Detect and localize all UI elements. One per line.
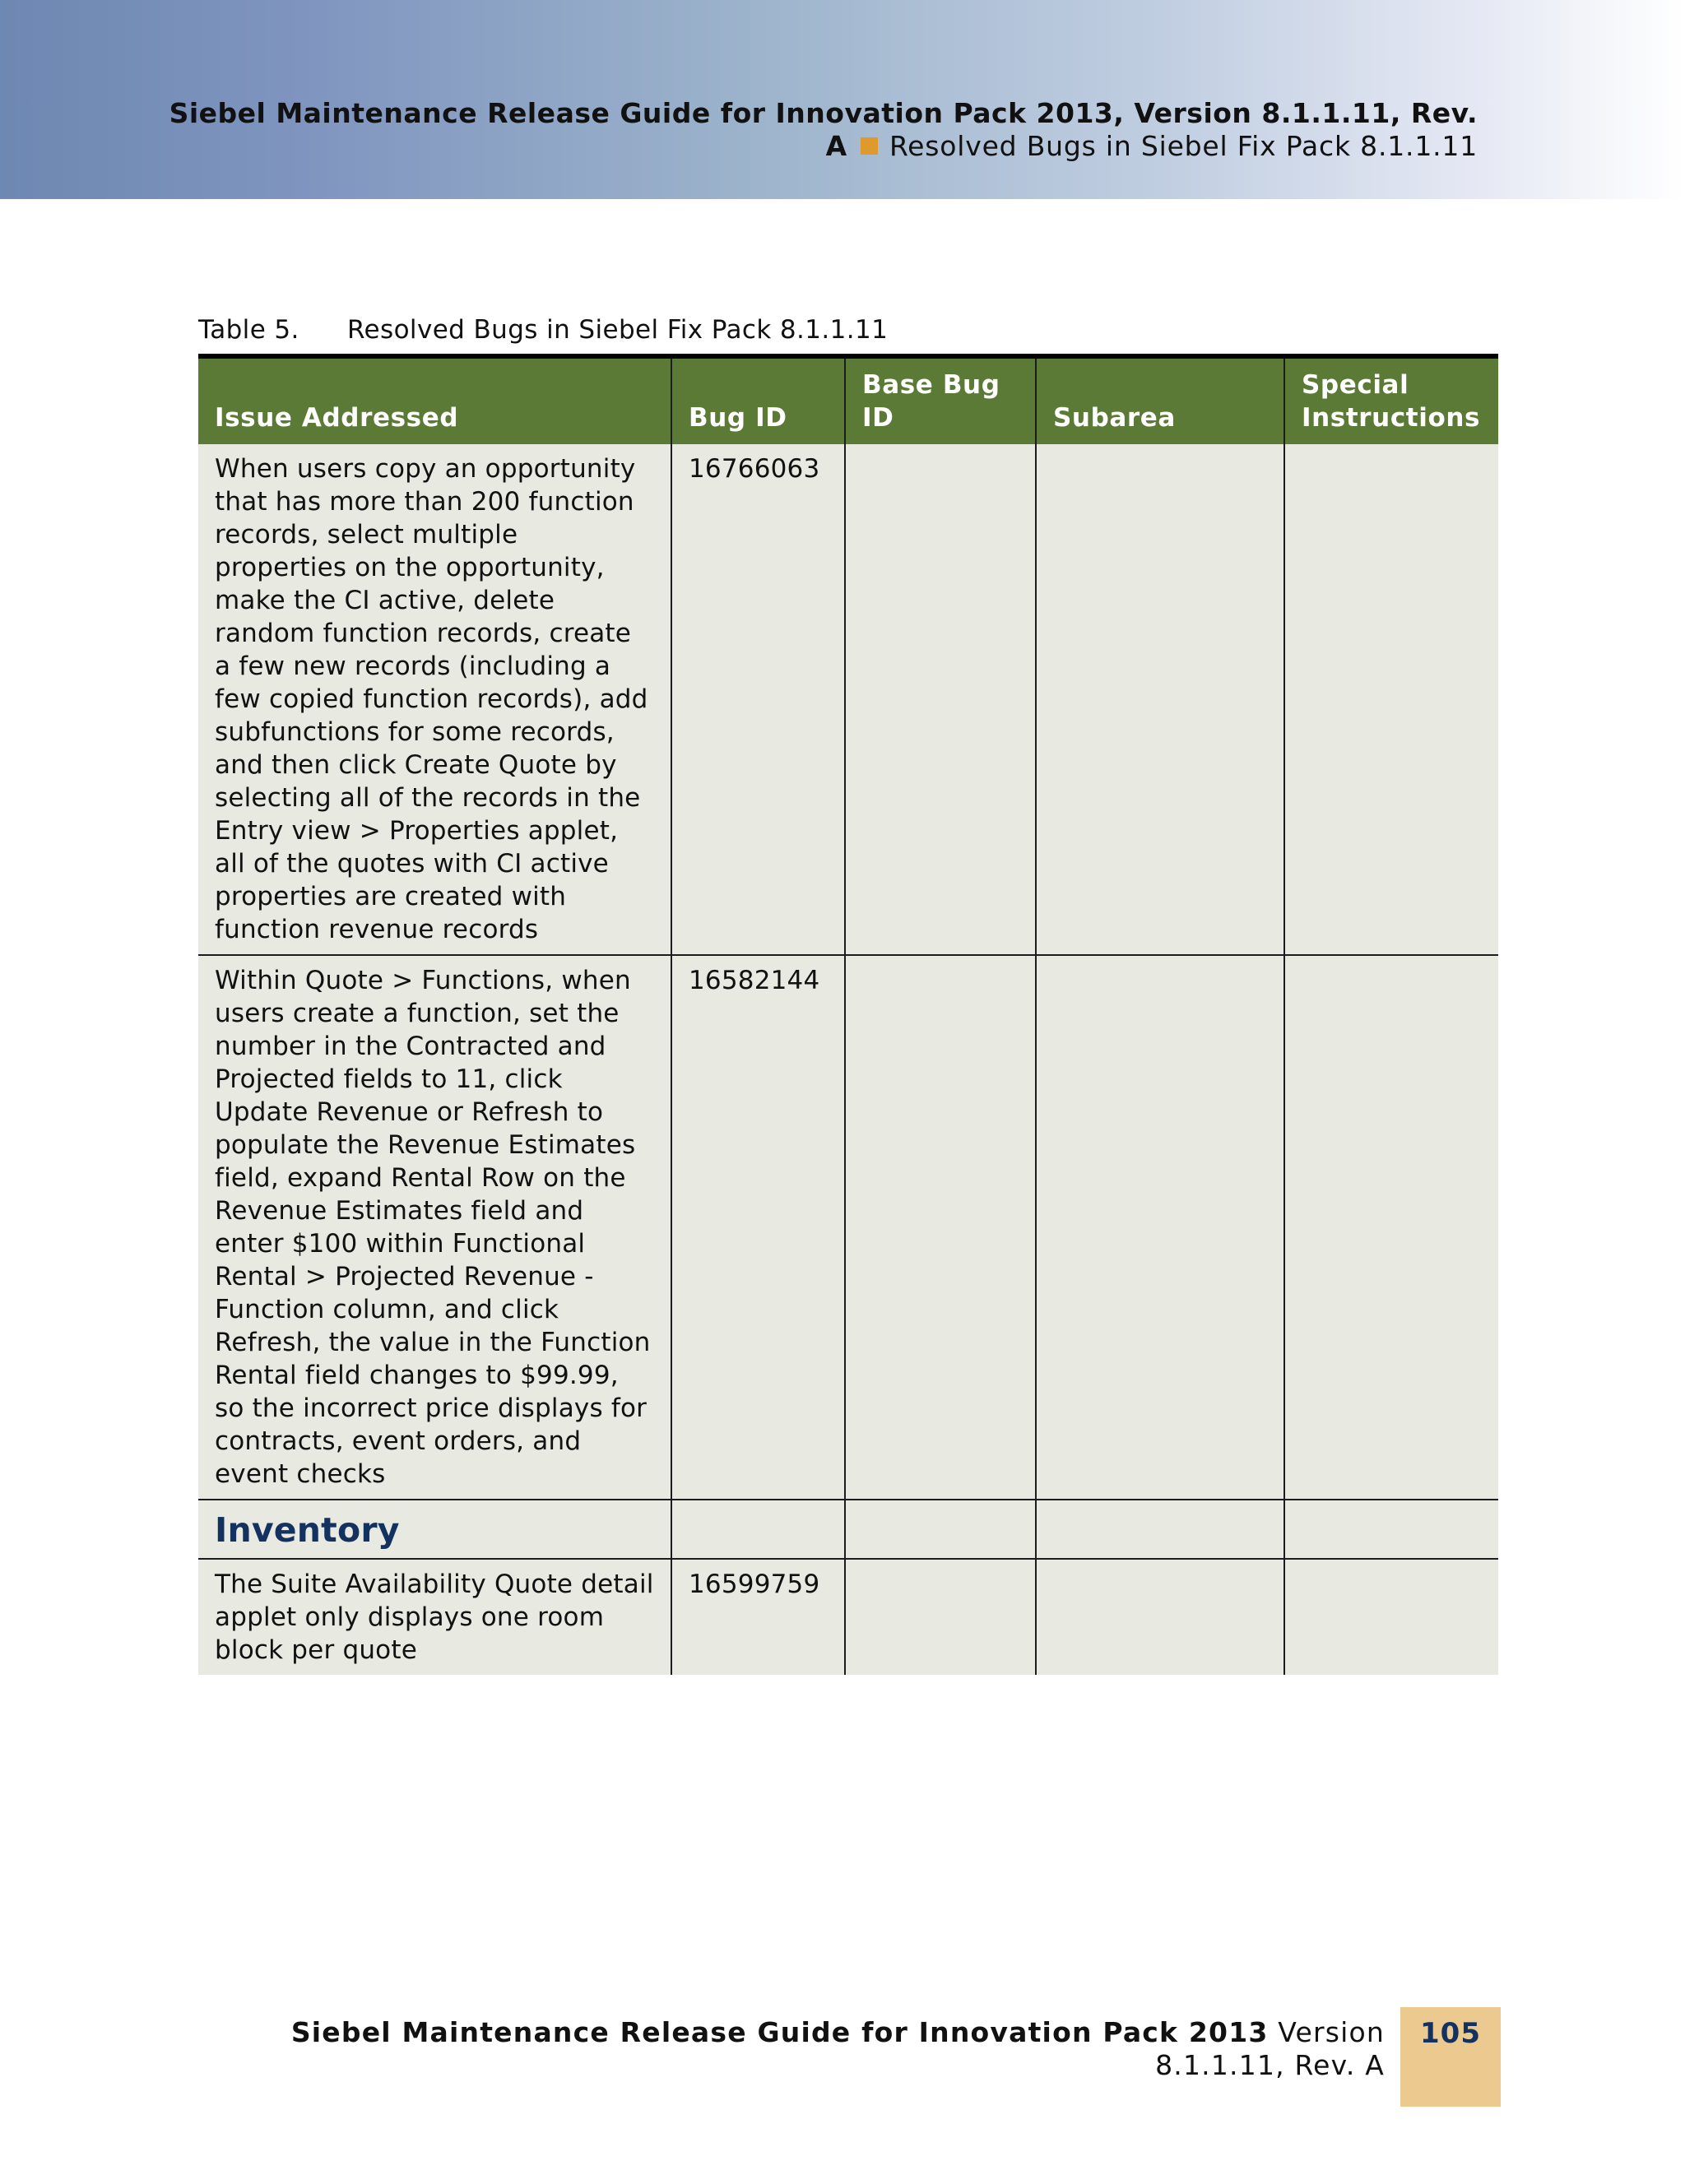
table-row (198, 444, 1498, 955)
running-header-section (826, 130, 1478, 162)
column-header-special-instructions (1284, 356, 1498, 444)
page-number: 105 (1420, 2017, 1481, 2050)
resolved-bugs-table-container (198, 354, 1498, 1675)
revision-letter: A (825, 130, 847, 162)
base-bug-id-cell (845, 444, 1036, 955)
empty-cell (845, 1500, 1036, 1559)
bug-id-cell: 16766063 (671, 444, 845, 955)
column-header-line: Subarea (1053, 403, 1176, 433)
column-header-line: Instructions (1302, 403, 1481, 433)
column-header-issue (198, 356, 671, 444)
bug-id-cell: 16599759 (671, 1559, 845, 1675)
special-instructions-cell (1284, 955, 1498, 1500)
footer-title: Siebel Maintenance Release Guide for Innovation Pack 2013 (290, 2016, 1269, 2048)
column-header-line: Issue Addressed (215, 403, 459, 433)
table-number: Table 5. (198, 315, 299, 345)
column-header-line: Base Bug (862, 370, 1000, 400)
special-instructions-cell (1284, 1559, 1498, 1675)
issue-cell: Within Quote > Functions, when users create a function, set the number in the Contracted and Projected fields to 11, click Update Revenue or Refresh to populate the Revenue Estimates field, expand Rental Row on the Revenue Estimates field and enter $100 within Functional Rental > Projected Revenue - Function column, and click Refresh, the value in the Function Rental field changes to $99.99, so the incorrect price displays for contracts, event orders, and event checks (198, 955, 671, 1500)
footer-line-2: 8.1.1.11, Rev. A (1155, 2049, 1385, 2081)
column-header-subarea (1036, 356, 1284, 444)
footer-version-label: Version (1268, 2016, 1385, 2048)
running-footer (291, 2016, 1385, 2082)
column-header-bug-id (671, 356, 845, 444)
issue-cell: The Suite Availability Quote detail applet only displays one room block per quote (198, 1559, 671, 1675)
subarea-cell (1036, 444, 1284, 955)
footer-line-1 (291, 2016, 1385, 2049)
group-heading-row (198, 1500, 1498, 1559)
page-number-box (1400, 2007, 1501, 2107)
empty-cell (1284, 1500, 1498, 1559)
bug-id-cell: 16582144 (671, 955, 845, 1500)
group-heading-inventory: Inventory (198, 1500, 671, 1559)
subarea-cell (1036, 955, 1284, 1500)
running-header-title: Siebel Maintenance Release Guide for Innovation Pack 2013, Version 8.1.1.11, Rev. (169, 97, 1478, 129)
table-row (198, 1559, 1498, 1675)
empty-cell (1036, 1500, 1284, 1559)
empty-cell (671, 1500, 845, 1559)
base-bug-id-cell (845, 1559, 1036, 1675)
base-bug-id-cell (845, 955, 1036, 1500)
table-caption (198, 315, 888, 345)
square-bullet-icon (861, 137, 878, 155)
resolved-bugs-table (198, 354, 1498, 1675)
column-header-line: Special (1302, 370, 1409, 400)
subarea-cell (1036, 1559, 1284, 1675)
section-title: Resolved Bugs in Siebel Fix Pack 8.1.1.11 (889, 130, 1478, 162)
special-instructions-cell (1284, 444, 1498, 955)
column-header-line: Bug ID (689, 403, 787, 433)
table-row (198, 955, 1498, 1500)
issue-cell: When users copy an opportunity that has more than 200 function records, select multiple properties on the opportunity, make the CI active, delete random function records, create a few new records (including a few copied function records), add subfunctions for some records, and then click Create Quote by selecting all of the records in the Entry view > Properties applet, all of the quotes with CI active properties are created with function revenue records (198, 444, 671, 955)
table-header-row (198, 356, 1498, 444)
column-header-base-bug-id (845, 356, 1036, 444)
table-caption-title: Resolved Bugs in Siebel Fix Pack 8.1.1.11 (347, 315, 889, 345)
column-header-line: ID (862, 403, 894, 433)
